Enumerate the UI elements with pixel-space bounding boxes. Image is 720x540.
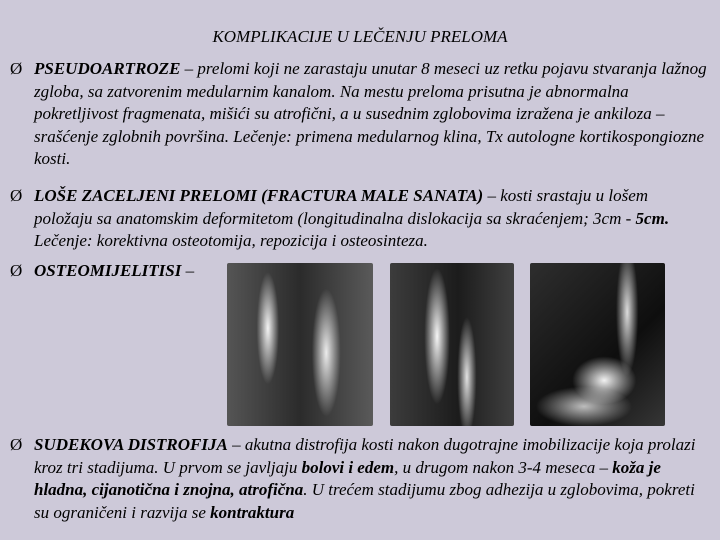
bullet-heading: SUDEKOVA DISTROFIJA bbox=[34, 435, 228, 454]
bullet-pseudoartroze bbox=[10, 58, 710, 171]
bullet-lose-zaceljeni-prelomi bbox=[10, 185, 710, 253]
bullet-heading: PSEUDOARTROZE bbox=[34, 59, 181, 78]
xray-image-leg-bones bbox=[227, 263, 373, 426]
bullet-text: – kosti srastaju u lošem položaju sa anatomskim deformitetom (longitudinalna dislokacija sa skraćenjem; 3cm - bbox=[34, 186, 649, 228]
arrow-bullet-icon: Ø bbox=[10, 435, 23, 454]
bullet-sudekova-distrofija bbox=[10, 434, 710, 524]
xray-image-tibia bbox=[390, 263, 514, 426]
bullet-bold-text: 5cm. bbox=[635, 208, 670, 228]
mri-image-ankle bbox=[530, 263, 665, 426]
bullet-text: . U trećem stadijumu zbog adhezija u zglobovima, pokreti su ograničeni i razvija se bbox=[34, 480, 695, 522]
arrow-bullet-icon: Ø bbox=[10, 59, 23, 78]
bullet-heading: LOŠE ZACELJENI PRELOMI (FRACTURA MALE SANATA) bbox=[34, 186, 484, 205]
bullet-bold-text: kontraktura bbox=[210, 502, 295, 522]
bullet-text: – prelomi koji ne zarastaju unutar 8 meseci uz retku pojavu stvaranja lažnog zgloba, sa zatvorenim medularnim kanalom. Na mestu preloma prisutna je abnormalna pokretljivost fragmenata, mišići su atrofični, a u susednim zglobovima izražena je ankiloza –srašćenje zglobnih površina. Lečenje: primena medularnog klina, Tx autologne kortikospongiozne kosti. bbox=[34, 59, 707, 168]
bullet-text: – bbox=[181, 261, 195, 280]
bullet-heading: OSTEOMIJELITISI bbox=[34, 261, 182, 280]
slide-title: KOMPLIKACIJE U LEČENJU PRELOMA bbox=[212, 27, 508, 46]
arrow-bullet-icon: Ø bbox=[10, 261, 23, 280]
bullet-bold-text: bolovi i edem bbox=[301, 457, 395, 477]
bullet-text: , u drugom nakon 3-4 meseca – bbox=[394, 457, 613, 477]
bullet-text: Lečenje: korektivna osteotomija, repozicija i osteosinteza. bbox=[34, 231, 428, 250]
bullet-text: – akutna distrofija kosti nakon dugotrajne imobilizacije koja prolazi kroz tri stadijuma. U prvom se javljaju bbox=[34, 435, 696, 477]
arrow-bullet-icon: Ø bbox=[10, 186, 23, 205]
bullet-bold-text: koža je hladna, cijanotična i znojna, atrofična bbox=[34, 457, 661, 499]
